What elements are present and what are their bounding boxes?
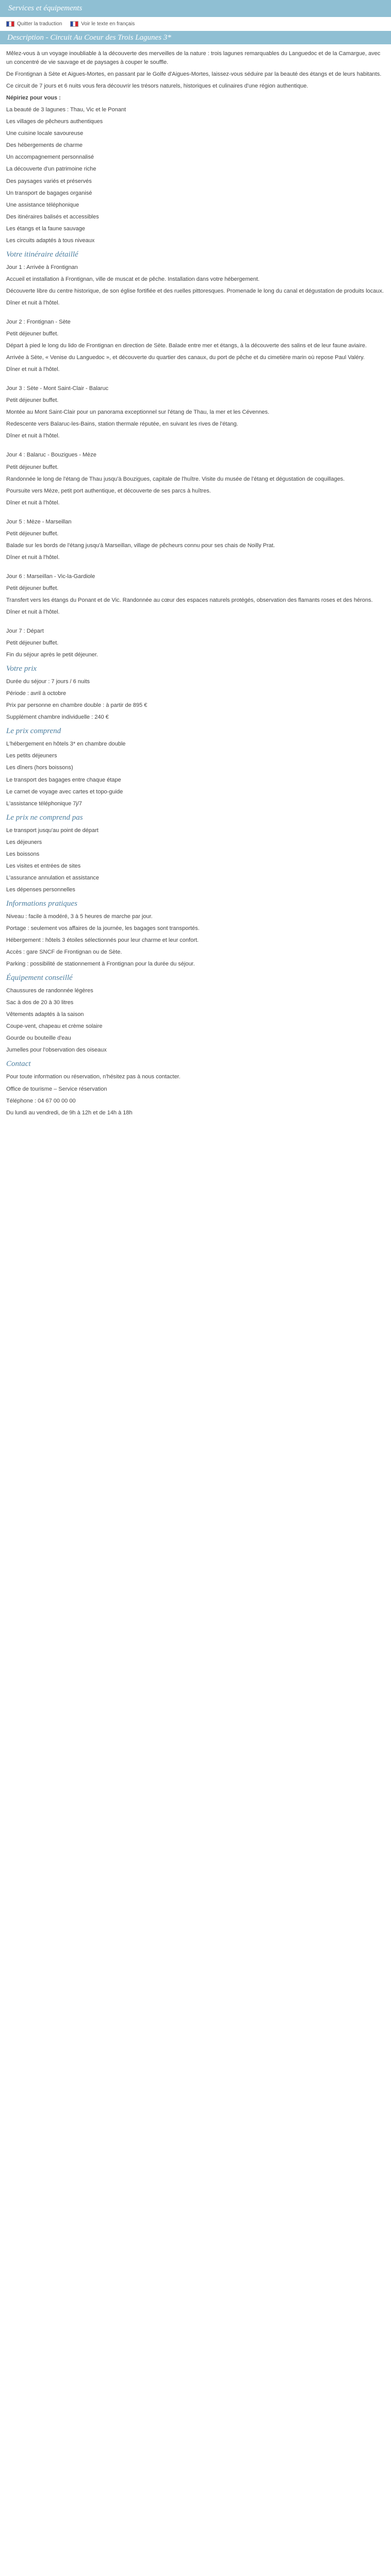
day-text: Découverte libre du centre historique, de son église fortifiée et des ruelles pittoresques. Promenade le long du canal et dégustation de produits locaux. bbox=[6, 287, 384, 294]
price-line: Durée du séjour : 7 jours / 6 nuits bbox=[6, 679, 90, 685]
highlight-item: Une cuisine locale savoureuse bbox=[6, 130, 84, 137]
excluded-item: Les visites et entrées de sites bbox=[6, 862, 81, 869]
highlight-item: Les circuits adaptés à tous niveaux bbox=[6, 237, 95, 244]
intro-3: Ce circuit de 7 jours et 6 nuits vous fera découvrir les trésors naturels, historiques et culinaires d'une région authentique. bbox=[6, 83, 308, 90]
highlight-item: Un transport de bagages organisé bbox=[6, 190, 92, 196]
highlight-item: Des hébergements de charme bbox=[6, 142, 83, 149]
highlight-item: La beauté de 3 lagunes : Thau, Vic et le Ponant bbox=[6, 107, 126, 113]
excluded-item: L'assurance annulation et assistance bbox=[6, 874, 100, 881]
french-flag-icon bbox=[6, 21, 14, 27]
page bbox=[0, 0, 391, 1127]
highlight-item: Un accompagnement personnalisé bbox=[6, 154, 94, 161]
contact-title: Contact bbox=[6, 1060, 31, 1069]
equipment-title: Équipement conseillé bbox=[6, 974, 73, 982]
equipment-item: Sac à dos de 20 à 30 litres bbox=[6, 999, 74, 1006]
included-item: Le carnet de voyage avec cartes et topo-guide bbox=[6, 788, 123, 795]
excluded-item: Les dépenses personnelles bbox=[6, 886, 75, 893]
day-label: Jour 4 : Balaruc - Bouzigues - Mèze bbox=[6, 452, 96, 459]
included-item: Les dîners (hors boissons) bbox=[6, 765, 73, 771]
highlight-item: Les étangs et la faune sauvage bbox=[6, 225, 85, 232]
view-french-link[interactable] bbox=[70, 21, 135, 27]
quit-translation-link[interactable] bbox=[6, 21, 62, 27]
day-7 bbox=[6, 627, 385, 659]
day-text: Petit déjeuner buffet. bbox=[6, 585, 59, 591]
view-french-label: Voir le texte en français bbox=[81, 21, 135, 27]
topbar-title: Services et équipements bbox=[8, 4, 83, 12]
day-text: Petit déjeuner buffet. bbox=[6, 464, 59, 470]
day-1 bbox=[6, 263, 385, 308]
practical-item: Accès : gare SNCF de Frontignan ou de Sète. bbox=[6, 949, 122, 956]
practical-item: Hébergement : hôtels 3 étoiles sélectionnés pour leur charme et leur confort. bbox=[6, 937, 199, 944]
day-text: Dîner et nuit à l'hôtel. bbox=[6, 433, 60, 439]
day-label: Jour 1 : Arrivée à Frontignan bbox=[6, 264, 78, 270]
day-5 bbox=[6, 518, 385, 562]
equipment-item: Vêtements adaptés à la saison bbox=[6, 1011, 84, 1018]
practical-item: Niveau : facile à modéré, 3 à 5 heures de marche par jour. bbox=[6, 913, 153, 920]
day-text: Montée au Mont Saint-Clair pour un panorama exceptionnel sur l'étang de Thau, la mer et les Cévennes. bbox=[6, 409, 270, 416]
day-text: Petit déjeuner buffet. bbox=[6, 397, 59, 404]
day-text: Fin du séjour après le petit déjeuner. bbox=[6, 652, 98, 658]
contact-line: Du lundi au vendredi, de 9h à 12h et de 14h à 18h bbox=[6, 1109, 133, 1116]
day-2 bbox=[6, 318, 385, 374]
translation-bar bbox=[0, 17, 391, 31]
included-item: L'assistance téléphonique 7j/7 bbox=[6, 800, 83, 807]
practical-title: Informations pratiques bbox=[6, 899, 77, 908]
day-text: Redescente vers Balaruc-les-Bains, station thermale réputée, en suivant les rives de l'étang. bbox=[6, 421, 238, 428]
day-text: Départ à pied le long du lido de Frontignan en direction de Sète. Balade entre mer et étangs, à la découverte des salins et de leur faune aviaire. bbox=[6, 343, 367, 349]
price-title: Votre prix bbox=[6, 665, 37, 673]
highlights-title: Népiriez pour vous : bbox=[6, 95, 61, 101]
intro-1: Mêlez-vous à un voyage inoubliable à la découverte des merveilles de la nature : trois lagunes remarquables du Languedoc et de la Camargue, avec un concentré de vie sauvage et de paysages à couper le souffle. bbox=[6, 50, 381, 66]
day-text: Petit déjeuner buffet. bbox=[6, 640, 59, 647]
equipment-item: Gourde ou bouteille d'eau bbox=[6, 1035, 71, 1042]
highlight-item: Les villages de pêcheurs authentiques bbox=[6, 118, 103, 125]
day-text: Transfert vers les étangs du Ponant et de Vic. Randonnée au cœur des espaces naturels protégés, observation des flamants roses et des hérons. bbox=[6, 597, 373, 603]
included-title: Le prix comprend bbox=[6, 727, 61, 736]
page-title: Description - Circuit Au Coeur des Trois Lagunes 3* bbox=[7, 33, 171, 42]
day-text: Petit déjeuner buffet. bbox=[6, 331, 59, 337]
contact-line: Office de tourisme – Service réservation bbox=[6, 1086, 107, 1092]
contact-line: Pour toute information ou réservation, n'hésitez pas à nous contacter. bbox=[6, 1074, 181, 1080]
day-text: Dîner et nuit à l'hôtel. bbox=[6, 299, 60, 306]
day-text: Petit déjeuner buffet. bbox=[6, 530, 59, 537]
description-header bbox=[0, 31, 391, 44]
included-item: L'hébergement en hôtels 3* en chambre double bbox=[6, 741, 126, 748]
highlight-item: Des paysages variés et préservés bbox=[6, 178, 92, 184]
day-label: Jour 2 : Frontignan - Sète bbox=[6, 318, 71, 325]
day-text: Dîner et nuit à l'hôtel. bbox=[6, 499, 60, 506]
highlight-item: Une assistance téléphonique bbox=[6, 201, 79, 208]
excluded-title: Le prix ne comprend pas bbox=[6, 813, 83, 822]
price-line: Période : avril à octobre bbox=[6, 690, 67, 697]
contact-line: Téléphone : 04 67 00 00 00 bbox=[6, 1097, 76, 1104]
quit-translation-label: Quitter la traduction bbox=[17, 21, 62, 27]
equipment-item: Chaussures de randonnée légères bbox=[6, 988, 93, 994]
itinerary-title: Votre itinéraire détaillé bbox=[6, 250, 78, 259]
excluded-item: Le transport jusqu'au point de départ bbox=[6, 827, 99, 834]
day-text: Poursuite vers Mèze, petit port authentique, et découverte de ses parcs à huîtres. bbox=[6, 487, 211, 494]
french-flag-icon-2 bbox=[70, 21, 78, 27]
included-item: Le transport des bagages entre chaque étape bbox=[6, 776, 121, 783]
day-text: Dîner et nuit à l'hôtel. bbox=[6, 554, 60, 561]
day-4 bbox=[6, 451, 385, 507]
practical-item: Portage : seulement vos affaires de la journée, les bagages sont transportés. bbox=[6, 925, 200, 931]
day-text: Accueil et installation à Frontignan, ville de muscat et de pêche. Installation dans votre hébergement. bbox=[6, 276, 260, 282]
main-content bbox=[0, 44, 391, 1127]
price-line: Prix par personne en chambre double : à partir de 895 € bbox=[6, 702, 148, 709]
day-label: Jour 7 : Départ bbox=[6, 628, 44, 635]
day-text: Balade sur les bords de l'étang jusqu'à Marseillan, village de pêcheurs connu pour ses chais de Noilly Prat. bbox=[6, 542, 275, 549]
day-text: Dîner et nuit à l'hôtel. bbox=[6, 366, 60, 373]
highlight-item: Des itinéraires balisés et accessibles bbox=[6, 213, 99, 220]
day-text: Randonnée le long de l'étang de Thau jusqu'à Bouzigues, capitale de l'huître. Visite du musée de l'étang et dégustation de coquillages. bbox=[6, 476, 345, 482]
services-topbar bbox=[0, 0, 391, 17]
day-label: Jour 3 : Sète - Mont Saint-Clair - Balaruc bbox=[6, 385, 109, 392]
day-text: Dîner et nuit à l'hôtel. bbox=[6, 609, 60, 616]
highlight-item: La découverte d'un patrimoine riche bbox=[6, 166, 96, 173]
day-text: Arrivée à Sète, « Venise du Languedoc », et découverte du quartier des canaux, du port de pêche et du cimetière marin où repose Paul Valéry. bbox=[6, 354, 365, 361]
equipment-item: Jumelles pour l'observation des oiseaux bbox=[6, 1047, 107, 1054]
day-3 bbox=[6, 384, 385, 440]
excluded-item: Les déjeuners bbox=[6, 839, 42, 845]
equipment-item: Coupe-vent, chapeau et crème solaire bbox=[6, 1023, 103, 1030]
practical-item: Parking : possibilité de stationnement à Frontignan pour la durée du séjour. bbox=[6, 961, 195, 968]
day-label: Jour 6 : Marseillan - Vic-la-Gardiole bbox=[6, 573, 95, 580]
intro-2: De Frontignan à Sète et Aigues-Mortes, en passant par le Golfe d'Aigues-Mortes, laissez-vous séduire par la beauté des étangs et de leurs habitants. bbox=[6, 71, 382, 78]
day-label: Jour 5 : Mèze - Marseillan bbox=[6, 518, 72, 525]
included-item: Les petits déjeuners bbox=[6, 753, 57, 759]
price-line: Supplément chambre individuelle : 240 € bbox=[6, 714, 109, 721]
excluded-item: Les boissons bbox=[6, 851, 40, 857]
day-6 bbox=[6, 572, 385, 617]
